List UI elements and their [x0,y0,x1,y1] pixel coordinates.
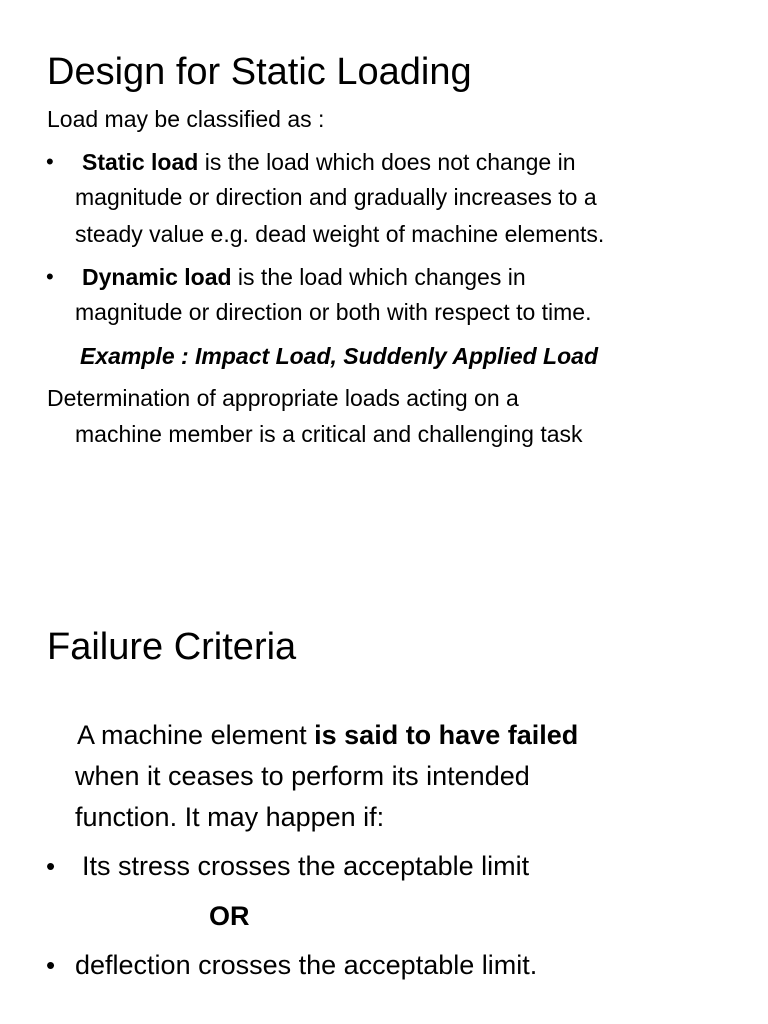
section-title-static-loading: Design for Static Loading [47,51,472,93]
dynamic-load-def-start: is the load which changes in [231,264,526,290]
static-load-term: Static load [82,149,199,175]
section-title-failure-criteria: Failure Criteria [47,626,297,668]
determination-line2: machine member is a critical and challenging task [75,421,583,447]
failure-para-line1 [77,719,578,751]
failure-para-emphasis: is said to have failed [314,720,579,750]
failure-para-line2: when it ceases to perform its intended [75,761,530,791]
determination-line1: Determination of appropriate loads acting on a [47,385,519,411]
failure-condition-stress: Its stress crosses the acceptable limit [82,851,530,881]
static-load-line2: magnitude or direction and gradually increases to a [75,184,597,210]
classification-intro: Load may be classified as : [47,106,325,132]
dynamic-load-line2: magnitude or direction or both with respect to time. [75,299,592,325]
example-line: Example : Impact Load, Suddenly Applied Load [80,343,598,369]
bullet-marker: • [46,149,54,174]
failure-para-line3: function. It may happen if: [75,802,385,832]
dynamic-load-term: Dynamic load [82,264,232,290]
static-load-def-start: is the load which does not change in [198,149,576,175]
or-separator: OR [209,901,250,931]
failure-condition-deflection: deflection crosses the acceptable limit. [75,950,538,980]
bullet-marker: • [46,851,56,881]
static-load-line1 [82,148,576,176]
dynamic-load-line1 [82,263,526,291]
failure-para-start: A machine element [77,720,315,750]
bullet-marker: • [46,264,54,289]
bullet-marker: • [46,950,56,980]
static-load-line3: steady value e.g. dead weight of machine elements. [75,221,605,247]
